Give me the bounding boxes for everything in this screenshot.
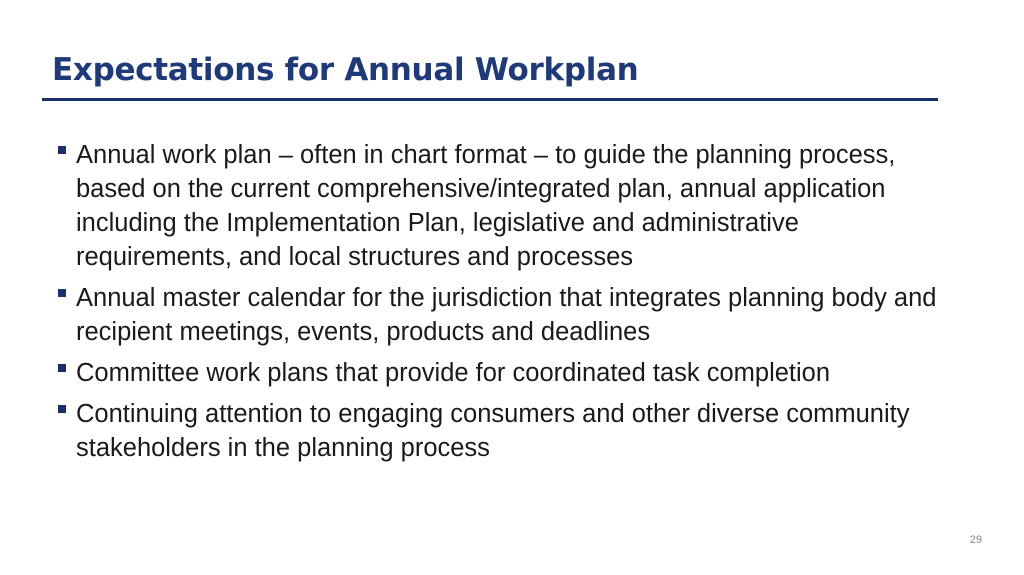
bullet-list	[55, 138, 960, 472]
page-number: 29	[969, 534, 982, 546]
bullet-text: Continuing attention to engaging consumers and other diverse community stakeholders in the planning process	[76, 400, 910, 462]
bullet-item	[55, 281, 960, 349]
square-bullet-icon	[58, 289, 66, 297]
square-bullet-icon	[58, 364, 66, 372]
title-underline	[42, 98, 938, 101]
square-bullet-icon	[58, 146, 66, 154]
bullet-item	[55, 356, 960, 390]
square-bullet-icon	[58, 405, 66, 413]
bullet-item	[55, 138, 960, 274]
bullet-text: Annual master calendar for the jurisdiction that integrates planning body and recipient meetings, events, products and deadlines	[76, 284, 937, 346]
bullet-text: Annual work plan – often in chart format – to guide the planning process, based on the current comprehensive/integrated plan, annual application including the Implementation Plan, legislative and administrative requirements, and local structures and processes	[76, 141, 896, 271]
bullet-item	[55, 397, 960, 465]
bullet-text: Committee work plans that provide for coordinated task completion	[76, 359, 831, 387]
slide-title: Expectations for Annual Workplan	[52, 52, 639, 88]
